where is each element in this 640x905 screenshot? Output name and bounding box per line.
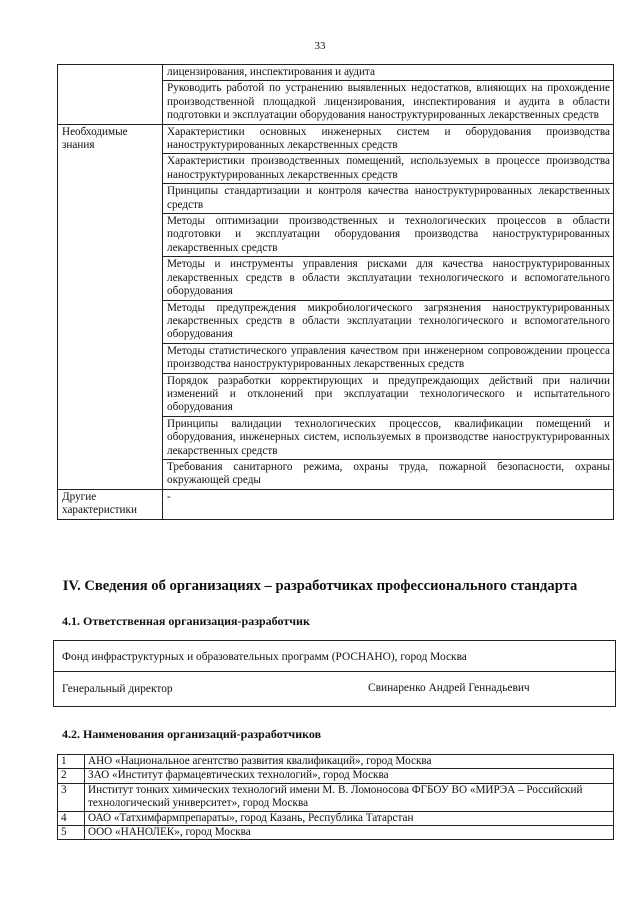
row-value: Руководить работой по устранению выявленных недостатков, влияющих на прохождение производственной площадкой лицензирования, инспектирования и аудита в области подготовки и эксплуатации оборудования наноструктурированных лекарственных средств bbox=[163, 81, 614, 124]
table-row bbox=[58, 826, 614, 840]
row-label-knowledge: Необходимые знания bbox=[58, 124, 163, 489]
row-number: 2 bbox=[58, 769, 85, 783]
director-title: Генеральный директор bbox=[62, 683, 173, 695]
row-value: - bbox=[163, 489, 614, 519]
subsection-title-responsible: 4.1. Ответственная организация-разработчик bbox=[62, 614, 310, 628]
row-value: Принципы валидации технологических процессов, квалификации помещений и оборудования, инженерных систем, используемых в производстве наноструктурированных лекарственных средств bbox=[163, 416, 614, 459]
row-value: Характеристики производственных помещений, используемых в процессе производства наноструктурированных лекарственных средств bbox=[163, 154, 614, 184]
row-value: Характеристики основных инженерных систем и оборудования производства наноструктурированных лекарственных средств bbox=[163, 124, 614, 154]
row-value: Методы оптимизации производственных и технологических процессов в области подготовки и эксплуатации оборудования производства наноструктурированных лекарственных средств bbox=[163, 214, 614, 257]
org-name: ОАО «Татхимфармпрепараты», город Казань, Республика Татарстан bbox=[85, 811, 614, 825]
row-number: 5 bbox=[58, 826, 85, 840]
org-name: ООО «НАНОЛЕК», город Москва bbox=[85, 826, 614, 840]
subsection-title-developers: 4.2. Наименования организаций-разработчиков bbox=[62, 727, 322, 741]
requirements-table bbox=[57, 64, 614, 520]
row-number: 3 bbox=[58, 783, 85, 811]
org-name: Институт тонких химических технологий имени М. В. Ломоносова ФГБОУ ВО «МИРЭА – Российский технологический университет», город Москва bbox=[85, 783, 614, 811]
row-number: 1 bbox=[58, 755, 85, 769]
row-value: Порядок разработки корректирующих и предупреждающих действий при наличии изменений и отклонений при эксплуатации технологического и испытательного оборудования bbox=[163, 373, 614, 416]
page-number: 33 bbox=[314, 40, 326, 52]
table-row bbox=[58, 65, 614, 81]
row-value: Принципы стандартизации и контроля качества наноструктурированных лекарственных средств bbox=[163, 184, 614, 214]
org-name: ЗАО «Институт фармацевтических технологий», город Москва bbox=[85, 769, 614, 783]
org-name: АНО «Национальное агентство развития квалификаций», город Москва bbox=[85, 755, 614, 769]
table-row bbox=[58, 811, 614, 825]
table-row bbox=[58, 755, 614, 769]
developers-table bbox=[57, 754, 614, 840]
row-value: Методы и инструменты управления рисками для качества наноструктурированных лекарственных средств в области эксплуатации технологического и вспомогательного оборудования bbox=[163, 257, 614, 300]
director-box bbox=[53, 670, 616, 707]
row-value: Требования санитарного режима, охраны труда, пожарной безопасности, охраны окружающей среды bbox=[163, 459, 614, 489]
table-row bbox=[58, 783, 614, 811]
table-row bbox=[58, 124, 614, 154]
row-label bbox=[58, 65, 163, 125]
responsible-org-name: Фонд инфраструктурных и образовательных программ (РОСНАНО), город Москва bbox=[62, 651, 467, 663]
row-value: Методы статистического управления качеством при инженерном сопровождении процесса производства наноструктурированных лекарственных средств bbox=[163, 343, 614, 373]
table-row bbox=[58, 489, 614, 519]
responsible-org-box bbox=[53, 640, 616, 672]
row-value: лицензирования, инспектирования и аудита bbox=[163, 65, 614, 81]
row-number: 4 bbox=[58, 811, 85, 825]
row-value: Методы предупреждения микробиологического загрязнения наноструктурированных лекарственных средств в области эксплуатации технологического и вспомогательного оборудования bbox=[163, 300, 614, 343]
table-row bbox=[58, 769, 614, 783]
section-title: IV. Сведения об организациях – разработчиках профессионального стандарта bbox=[62, 578, 578, 594]
director-name: Свинаренко Андрей Геннадьевич bbox=[368, 682, 530, 694]
row-label-other: Другие характеристики bbox=[58, 489, 163, 519]
